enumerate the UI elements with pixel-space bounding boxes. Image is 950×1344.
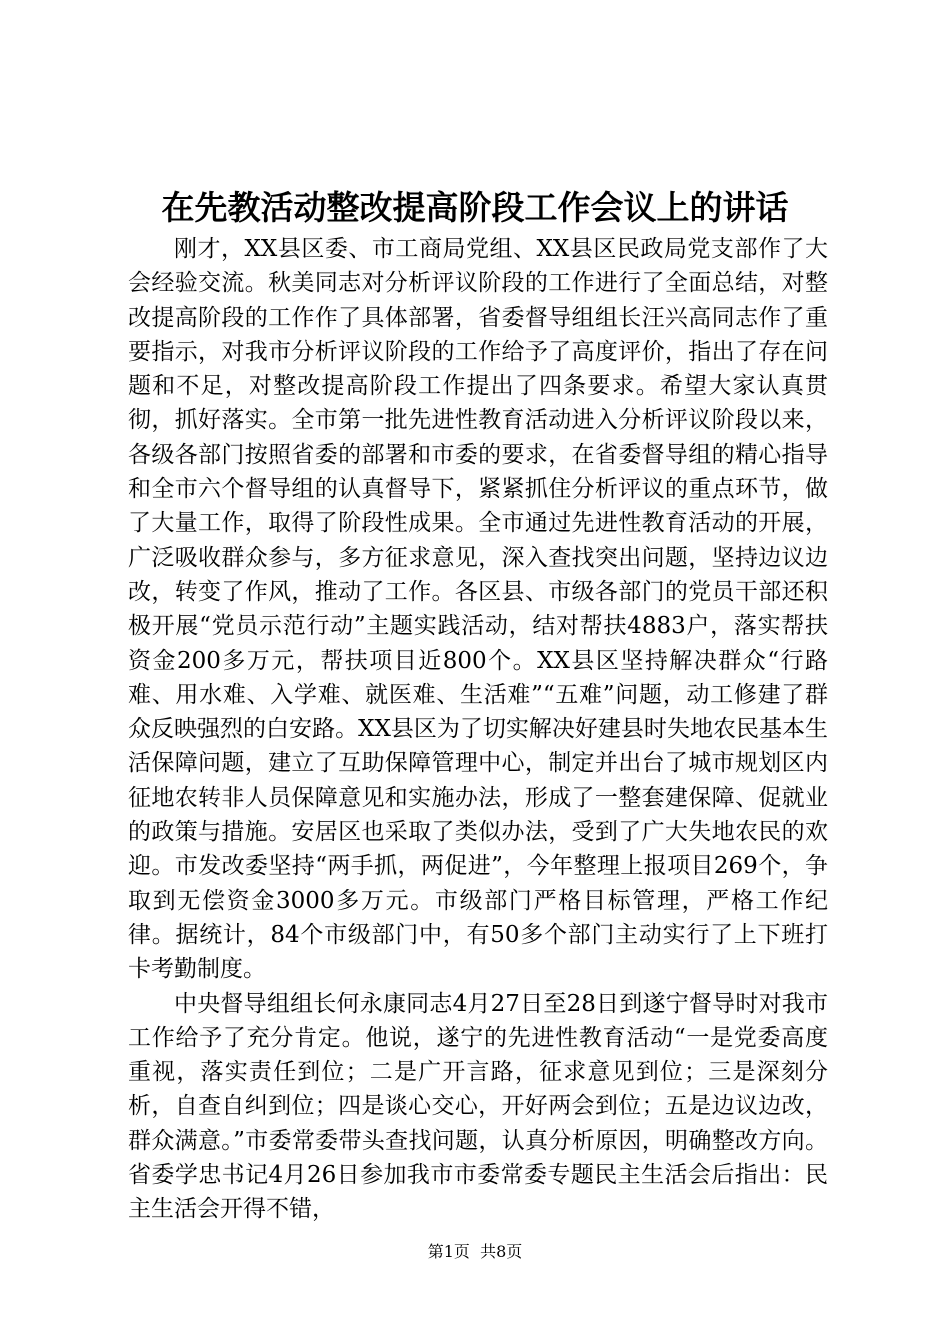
footer-spacer: [470, 1242, 480, 1261]
page-number: 第1页: [427, 1242, 470, 1261]
page-total: 共8页: [480, 1242, 523, 1261]
paragraph-2: 中央督导组组长何永康同志4月27日至28日到遂宁督导时对我市工作给予了充分肯定。他说，遂宁的先进性教育活动“一是党委高度重视，落实责任到位；二是广开言路，征求意见到位；三是深刻分析，自查自纠到位；四是谈心交心，开好两会到位；五是边议边改，群众满意。”市委常委带头查找问题，认真分析原因，明确整改方向。省委学忠书记4月26日参加我市市委常委专题民主生活会后指出：民主生活会开得不错，: [128, 990, 828, 1223]
paragraph-1: 刚才，XX县区委、市工商局党组、XX县区民政局党支部作了大会经验交流。秋美同志对分析评议阶段的工作进行了全面总结，对整改提高阶段的工作作了具体部署，省委督导组组长汪兴高同志作了重要指示，对我市分析评议阶段的工作给予了高度评价，指出了存在问题和不足，对整改提高阶段工作提出了四条要求。希望大家认真贯彻，抓好落实。全市第一批先进性教育活动进入分析评议阶段以来，各级各部门按照省委的部署和市委的要求，在省委督导组的精心指导和全市六个督导组的认真督导下，紧紧抓住分析评议的重点环节，做了大量工作，取得了阶段性成果。全市通过先进性教育活动的开展，广泛吸收群众参与，多方征求意见，深入查找突出问题，坚持边议边改，转变了作风，推动了工作。各区县、市级各部门的党员干部还积极开展“党员示范行动”主题实践活动，结对帮扶4883户，落实帮扶资金200多万元，帮扶项目近800个。XX县区坚持解决群众“行路难、用水难、入学难、就医难、生活难”“五难”问题，动工修建了群众反映强烈的白安路。XX县区为了切实解决好建县时失地农民基本生活保障问题，建立了互助保障管理中心，制定并出台了城市规划区内征地农转非人员保障意见和实施办法，形成了一整套建保障、促就业的政策与措施。安居区也采取了类似办法，受到了广大失地农民的欢迎。市发改委坚持“两手抓，两促进”，今年整理上报项目269个，争取到无偿资金3000多万元。市级部门严格目标管理，严格工作纪律。据统计，84个市级部门中，有50多个部门主动实行了上下班打卡考勤制度。: [128, 236, 828, 983]
document-body: [128, 232, 828, 1227]
document-title: 在先教活动整改提高阶段工作会议上的讲话: [161, 188, 789, 227]
page-footer: [0, 1240, 950, 1264]
